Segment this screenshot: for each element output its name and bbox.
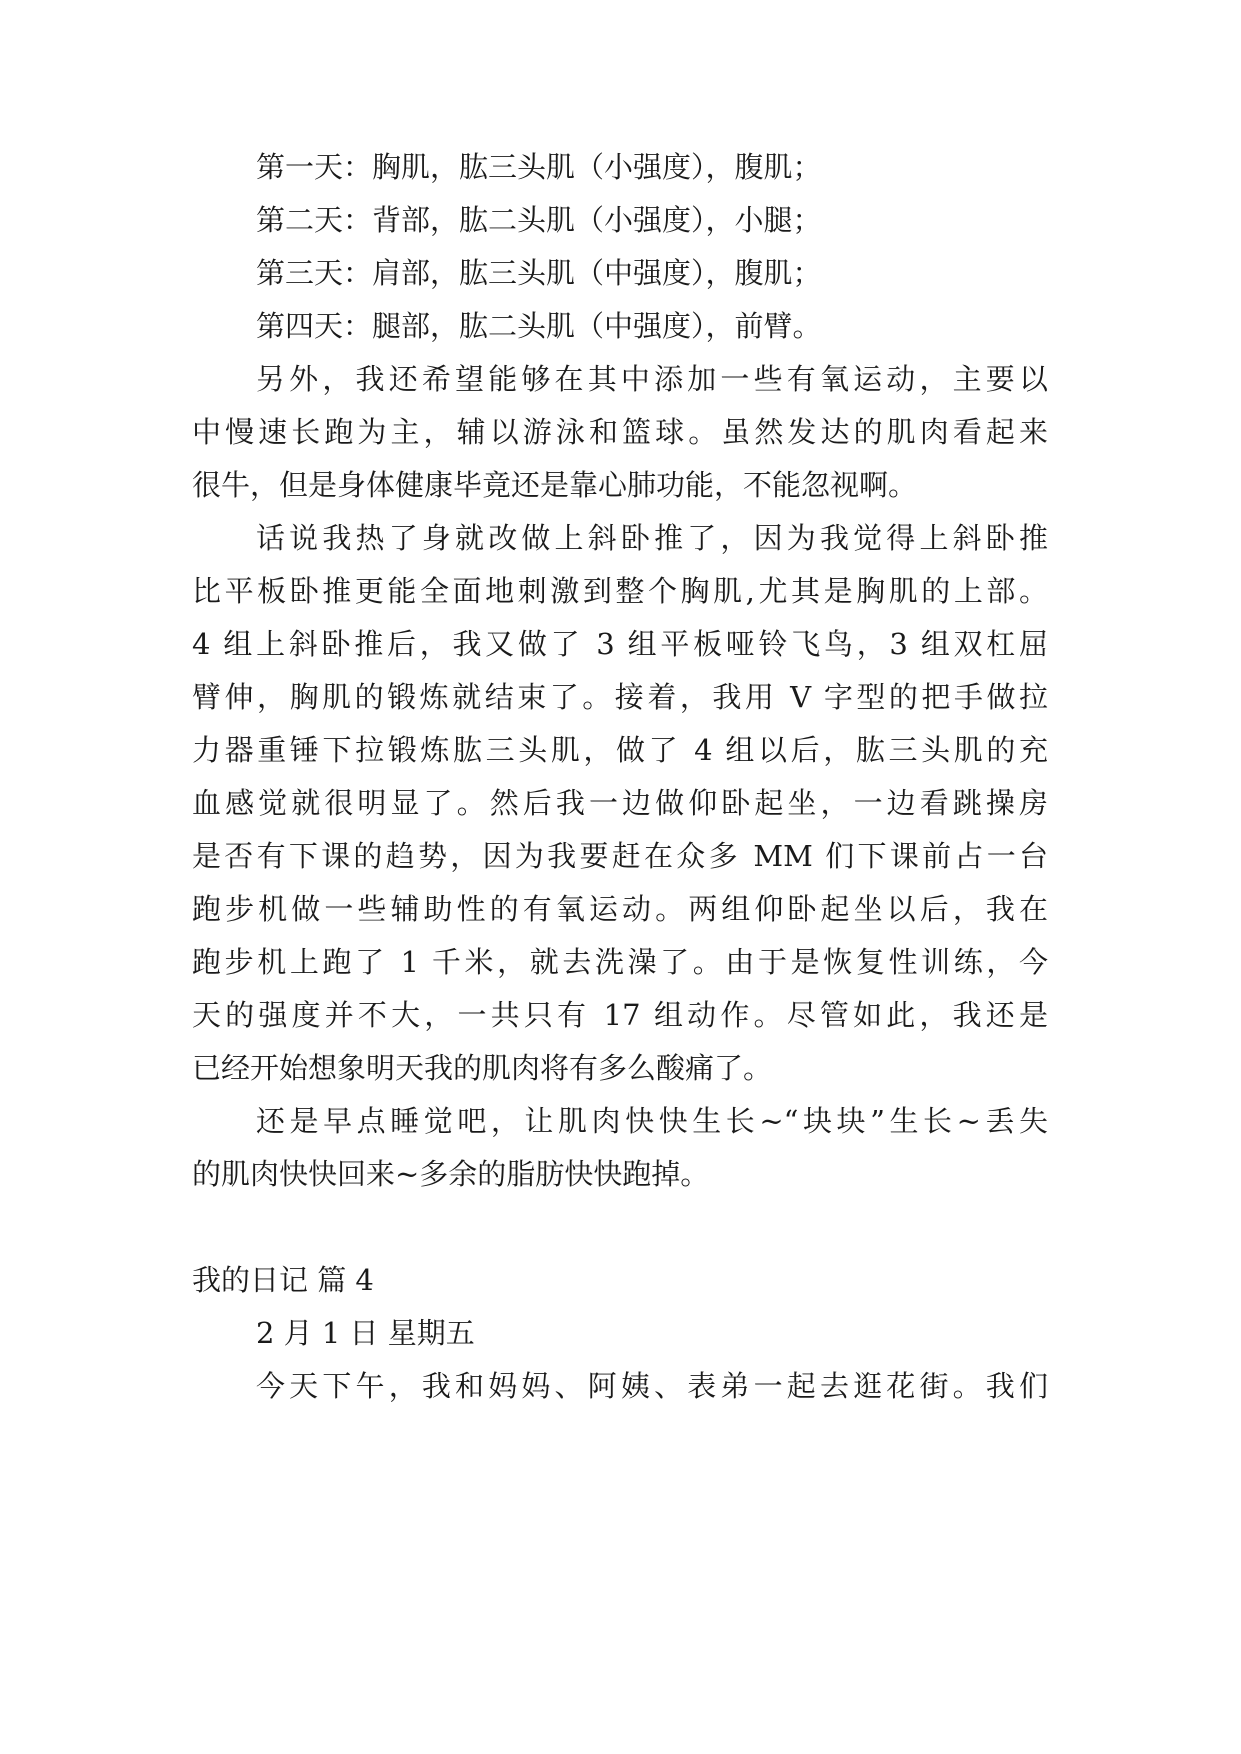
diary-date: 2 月 1 日 星期五 <box>256 1316 475 1350</box>
paragraph-line: 另外，我还希望能够在其中添加一些有氧运动，主要以 <box>256 362 1048 396</box>
schedule-day-4: 第四天：腿部，肱二头肌（中强度），前臂。 <box>256 309 822 343</box>
paragraph-line: 跑步机做一些辅助性的有氧运动。两组仰卧起坐以后，我在 <box>192 892 1048 926</box>
schedule-day-1: 第一天：胸肌，肱三头肌（小强度），腹肌； <box>256 150 822 184</box>
paragraph-line: 很牛，但是身体健康毕竟还是靠心肺功能，不能忽视啊。 <box>192 468 918 502</box>
paragraph-line: 血感觉就很明显了。然后我一边做仰卧起坐，一边看跳操房 <box>192 786 1048 820</box>
paragraph-line: 是否有下课的趋势，因为我要赶在众多 MM 们下课前占一台 <box>192 839 1048 873</box>
paragraph-line: 中慢速长跑为主，辅以游泳和篮球。虽然发达的肌肉看起来 <box>192 415 1048 449</box>
paragraph-line: 4 组上斜卧推后，我又做了 3 组平板哑铃飞鸟，3 组双杠屈 <box>192 627 1048 661</box>
schedule-day-3: 第三天：肩部，肱三头肌（中强度），腹肌； <box>256 256 822 290</box>
schedule-day-2: 第二天：背部，肱二头肌（小强度），小腿； <box>256 203 822 237</box>
paragraph-line: 的肌肉快快回来~多余的脂肪快快跑掉。 <box>192 1157 710 1191</box>
paragraph-line: 臂伸，胸肌的锻炼就结束了。接着，我用 V 字型的把手做拉 <box>192 680 1048 714</box>
paragraph-line: 话说我热了身就改做上斜卧推了，因为我觉得上斜卧推 <box>256 521 1048 555</box>
paragraph-line: 天的强度并不大，一共只有 17 组动作。尽管如此，我还是 <box>192 998 1048 1032</box>
paragraph-line: 比平板卧推更能全面地刺激到整个胸肌,尤其是胸肌的上部。 <box>192 574 1048 608</box>
paragraph-line: 今天下午，我和妈妈、阿姨、表弟一起去逛花街。我们 <box>256 1369 1048 1403</box>
paragraph-line: 还是早点睡觉吧，让肌肉快快生长~“块块”生长~丢失 <box>256 1104 1048 1138</box>
paragraph-line: 跑步机上跑了 1 千米，就去洗澡了。由于是恢复性训练，今 <box>192 945 1048 979</box>
section-heading: 我的日记 篇 4 <box>192 1263 374 1297</box>
paragraph-line: 力器重锤下拉锻炼肱三头肌，做了 4 组以后，肱三头肌的充 <box>192 733 1048 767</box>
paragraph-line: 已经开始想象明天我的肌肉将有多么酸痛了。 <box>192 1051 773 1085</box>
